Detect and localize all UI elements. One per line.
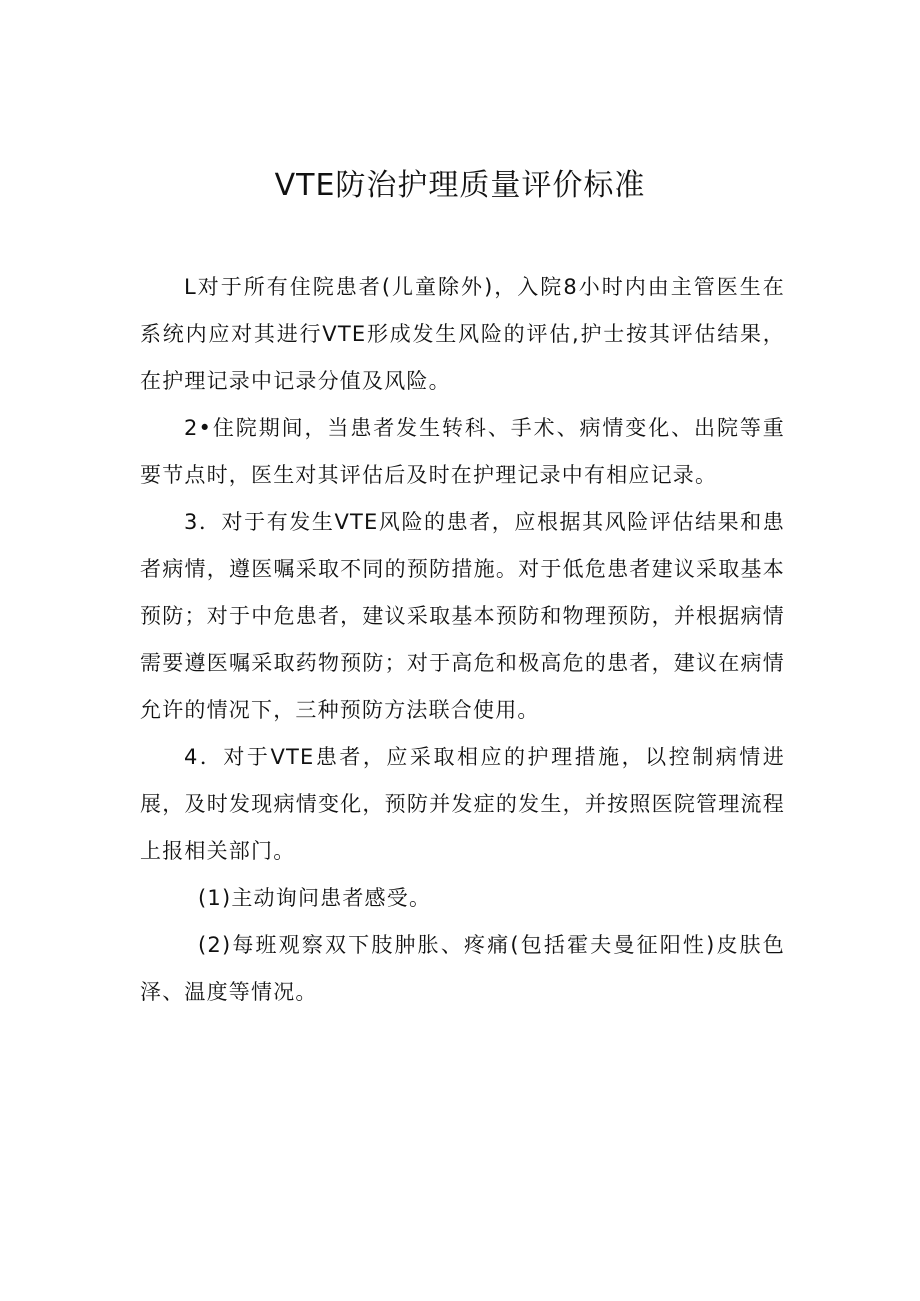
sub-item-2: (2)每班观察双下肢肿胀、疼痛(包括霍夫曼征阳性)皮肤色泽、温度等情况。 — [140, 933, 785, 1004]
document-body — [140, 264, 785, 1016]
document-title: VTE防治护理质量评价标准 — [274, 168, 646, 203]
paragraph-4: 4．对于VTE患者，应采取相应的护理措施，以控制病情进展，及时发现病情变化，预防并发症的发生，并按照医院管理流程上报相关部门。 — [140, 745, 785, 863]
sub-item-1: (1)主动询问患者感受。 — [198, 886, 432, 910]
paragraph-3: 3．对于有发生VTE风险的患者，应根据其风险评估结果和患者病情，遵医嘱采取不同的预防措施。对于低危患者建议采取基本预防；对于中危患者，建议采取基本预防和物理预防，并根据病情需要遵医嘱采取药物预防；对于高危和极高危的患者，建议在病情允许的情况下，三种预防方法联合使用。 — [140, 510, 785, 722]
paragraph-1: L对于所有住院患者(儿童除外)，入院8小时内由主管医生在系统内应对其进行VTE形成发生风险的评估,护士按其评估结果，在护理记录中记录分值及风险。 — [140, 275, 785, 393]
paragraph-2: 2•住院期间，当患者发生转科、手术、病情变化、出院等重要节点时，医生对其评估后及时在护理记录中有相应记录。 — [140, 416, 785, 487]
